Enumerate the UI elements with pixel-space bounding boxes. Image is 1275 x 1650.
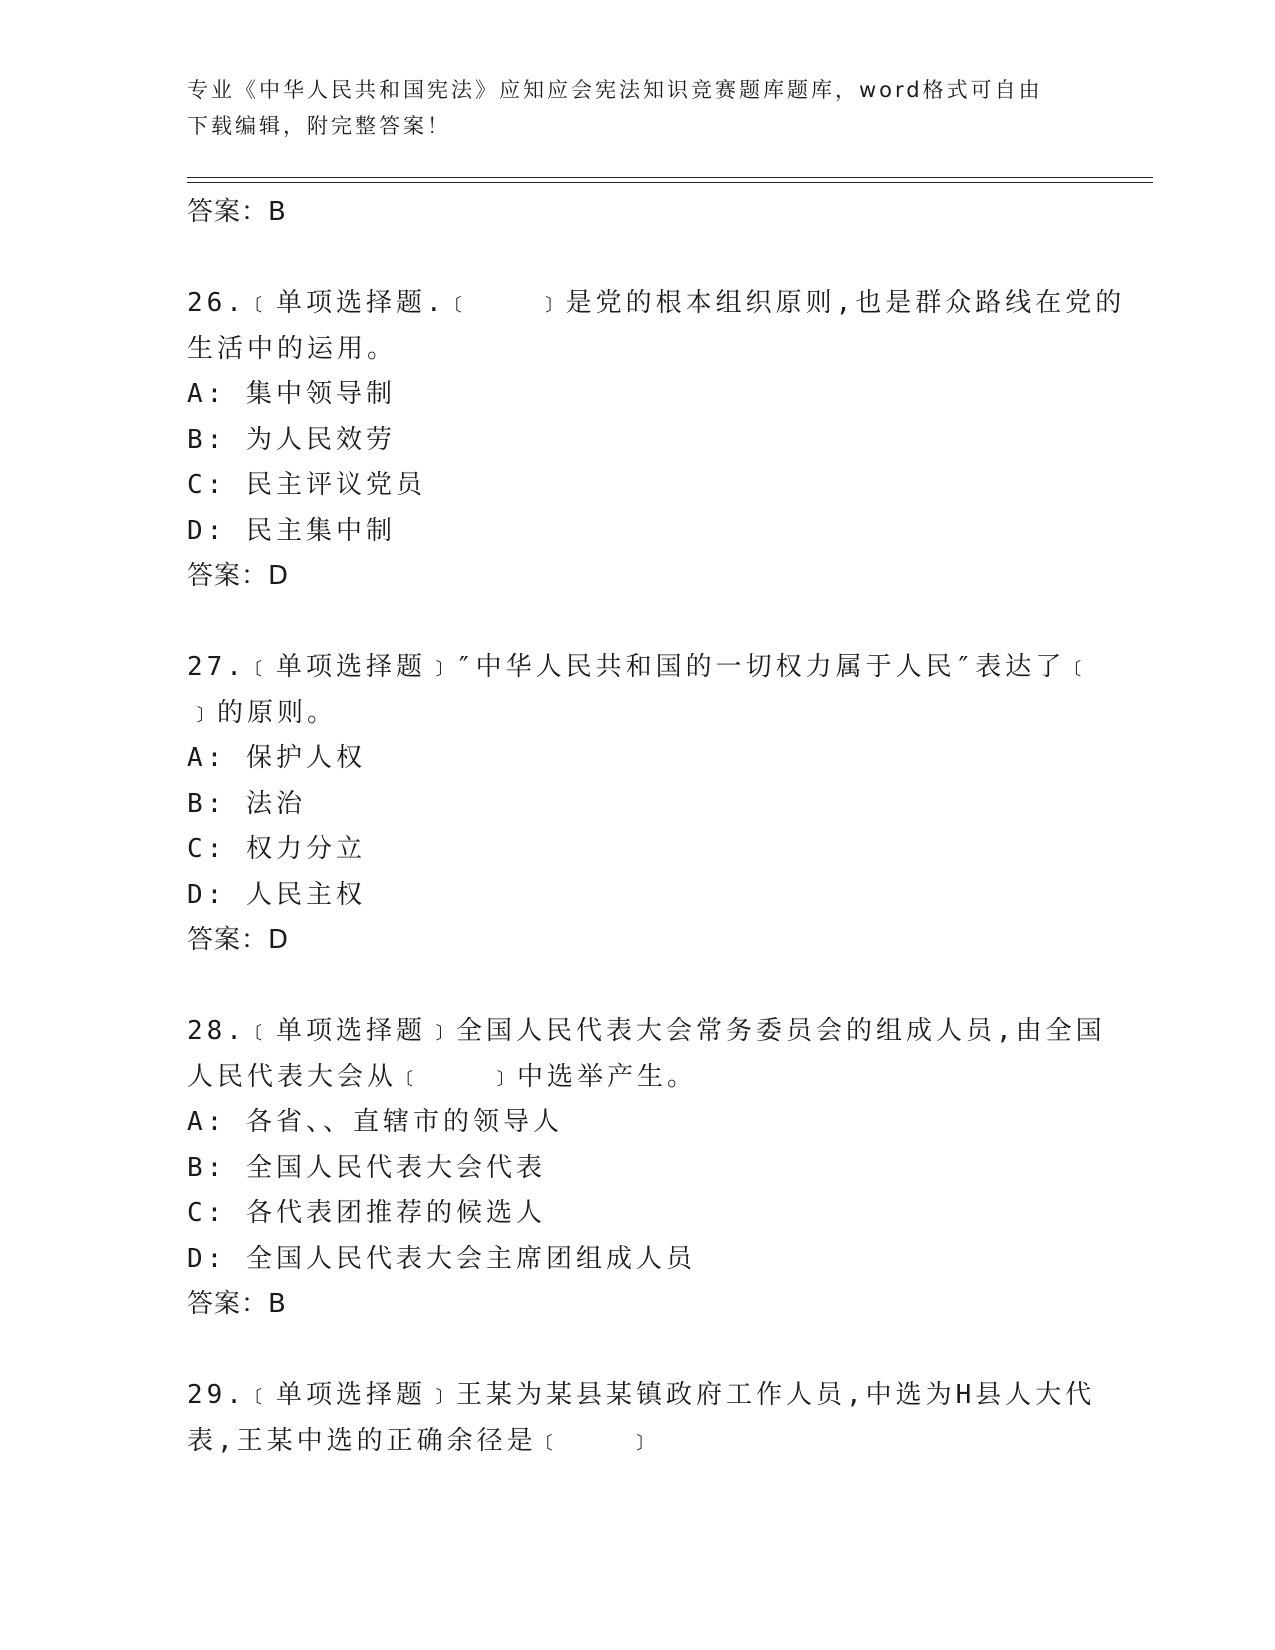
option-d: D: 人民主权: [187, 879, 366, 910]
option-b: B: 为人民效劳: [187, 424, 396, 455]
option-a: A: 各省、、直辖市的领导人: [187, 1107, 563, 1137]
question-stem: 26.﹝单项选择题.﹝ ﹞是党的根本组织原则,也是群众路线在党的: [187, 288, 1126, 318]
question-stem: 表,王某中选的正确余径是﹝ ﹞: [187, 1425, 657, 1456]
question-27: [187, 645, 1096, 964]
answer-line: 答案：B: [187, 197, 287, 227]
option-c: C: 权力分立: [187, 834, 366, 864]
option-a: A: 保护人权: [187, 743, 366, 773]
answer-line: 答案：D: [187, 561, 290, 591]
question-stem: ﹞的原则。: [187, 697, 338, 728]
question-29: [187, 1373, 1096, 1464]
question-28: [187, 1009, 1106, 1328]
question-stem: 29.﹝单项选择题﹞王某为某县某镇政府工作人员,中选为H县人大代: [187, 1380, 1096, 1410]
header-rule-top: [187, 177, 1153, 178]
answer-line: 答案：D: [187, 925, 290, 955]
answer-line: 答案：B: [187, 1289, 287, 1319]
header-rule-bottom: [187, 182, 1153, 183]
option-d: D: 民主集中制: [187, 515, 396, 546]
header-line-1: 专业《中华人民共和国宪法》应知应会宪法知识竞赛题库题库，word格式可自由: [187, 78, 1043, 102]
option-b: B: 全国人民代表大会代表: [187, 1152, 546, 1183]
header-line-2: 下载编辑，附完整答案！: [187, 114, 451, 138]
question-list: [187, 190, 1126, 1464]
option-c: C: 各代表团推荐的候选人: [187, 1198, 546, 1228]
option-c: C: 民主评议党员: [187, 470, 426, 500]
question-stem: 人民代表大会从﹝ ﹞中选举产生。: [187, 1061, 698, 1092]
document-header: [187, 72, 1067, 144]
option-d: D: 全国人民代表大会主席团组成人员: [187, 1243, 696, 1274]
question-stem: 生活中的运用。: [187, 333, 398, 364]
question-stem: 28.﹝单项选择题﹞全国人民代表大会常务委员会的组成人员,由全国: [187, 1016, 1106, 1046]
option-a: A: 集中领导制: [187, 379, 396, 409]
question-26: [187, 281, 1126, 600]
option-b: B: 法治: [187, 788, 306, 819]
question-stem: 27.﹝单项选择题﹞″中华人民共和国的一切权力属于人民″表达了﹝: [187, 652, 1096, 682]
